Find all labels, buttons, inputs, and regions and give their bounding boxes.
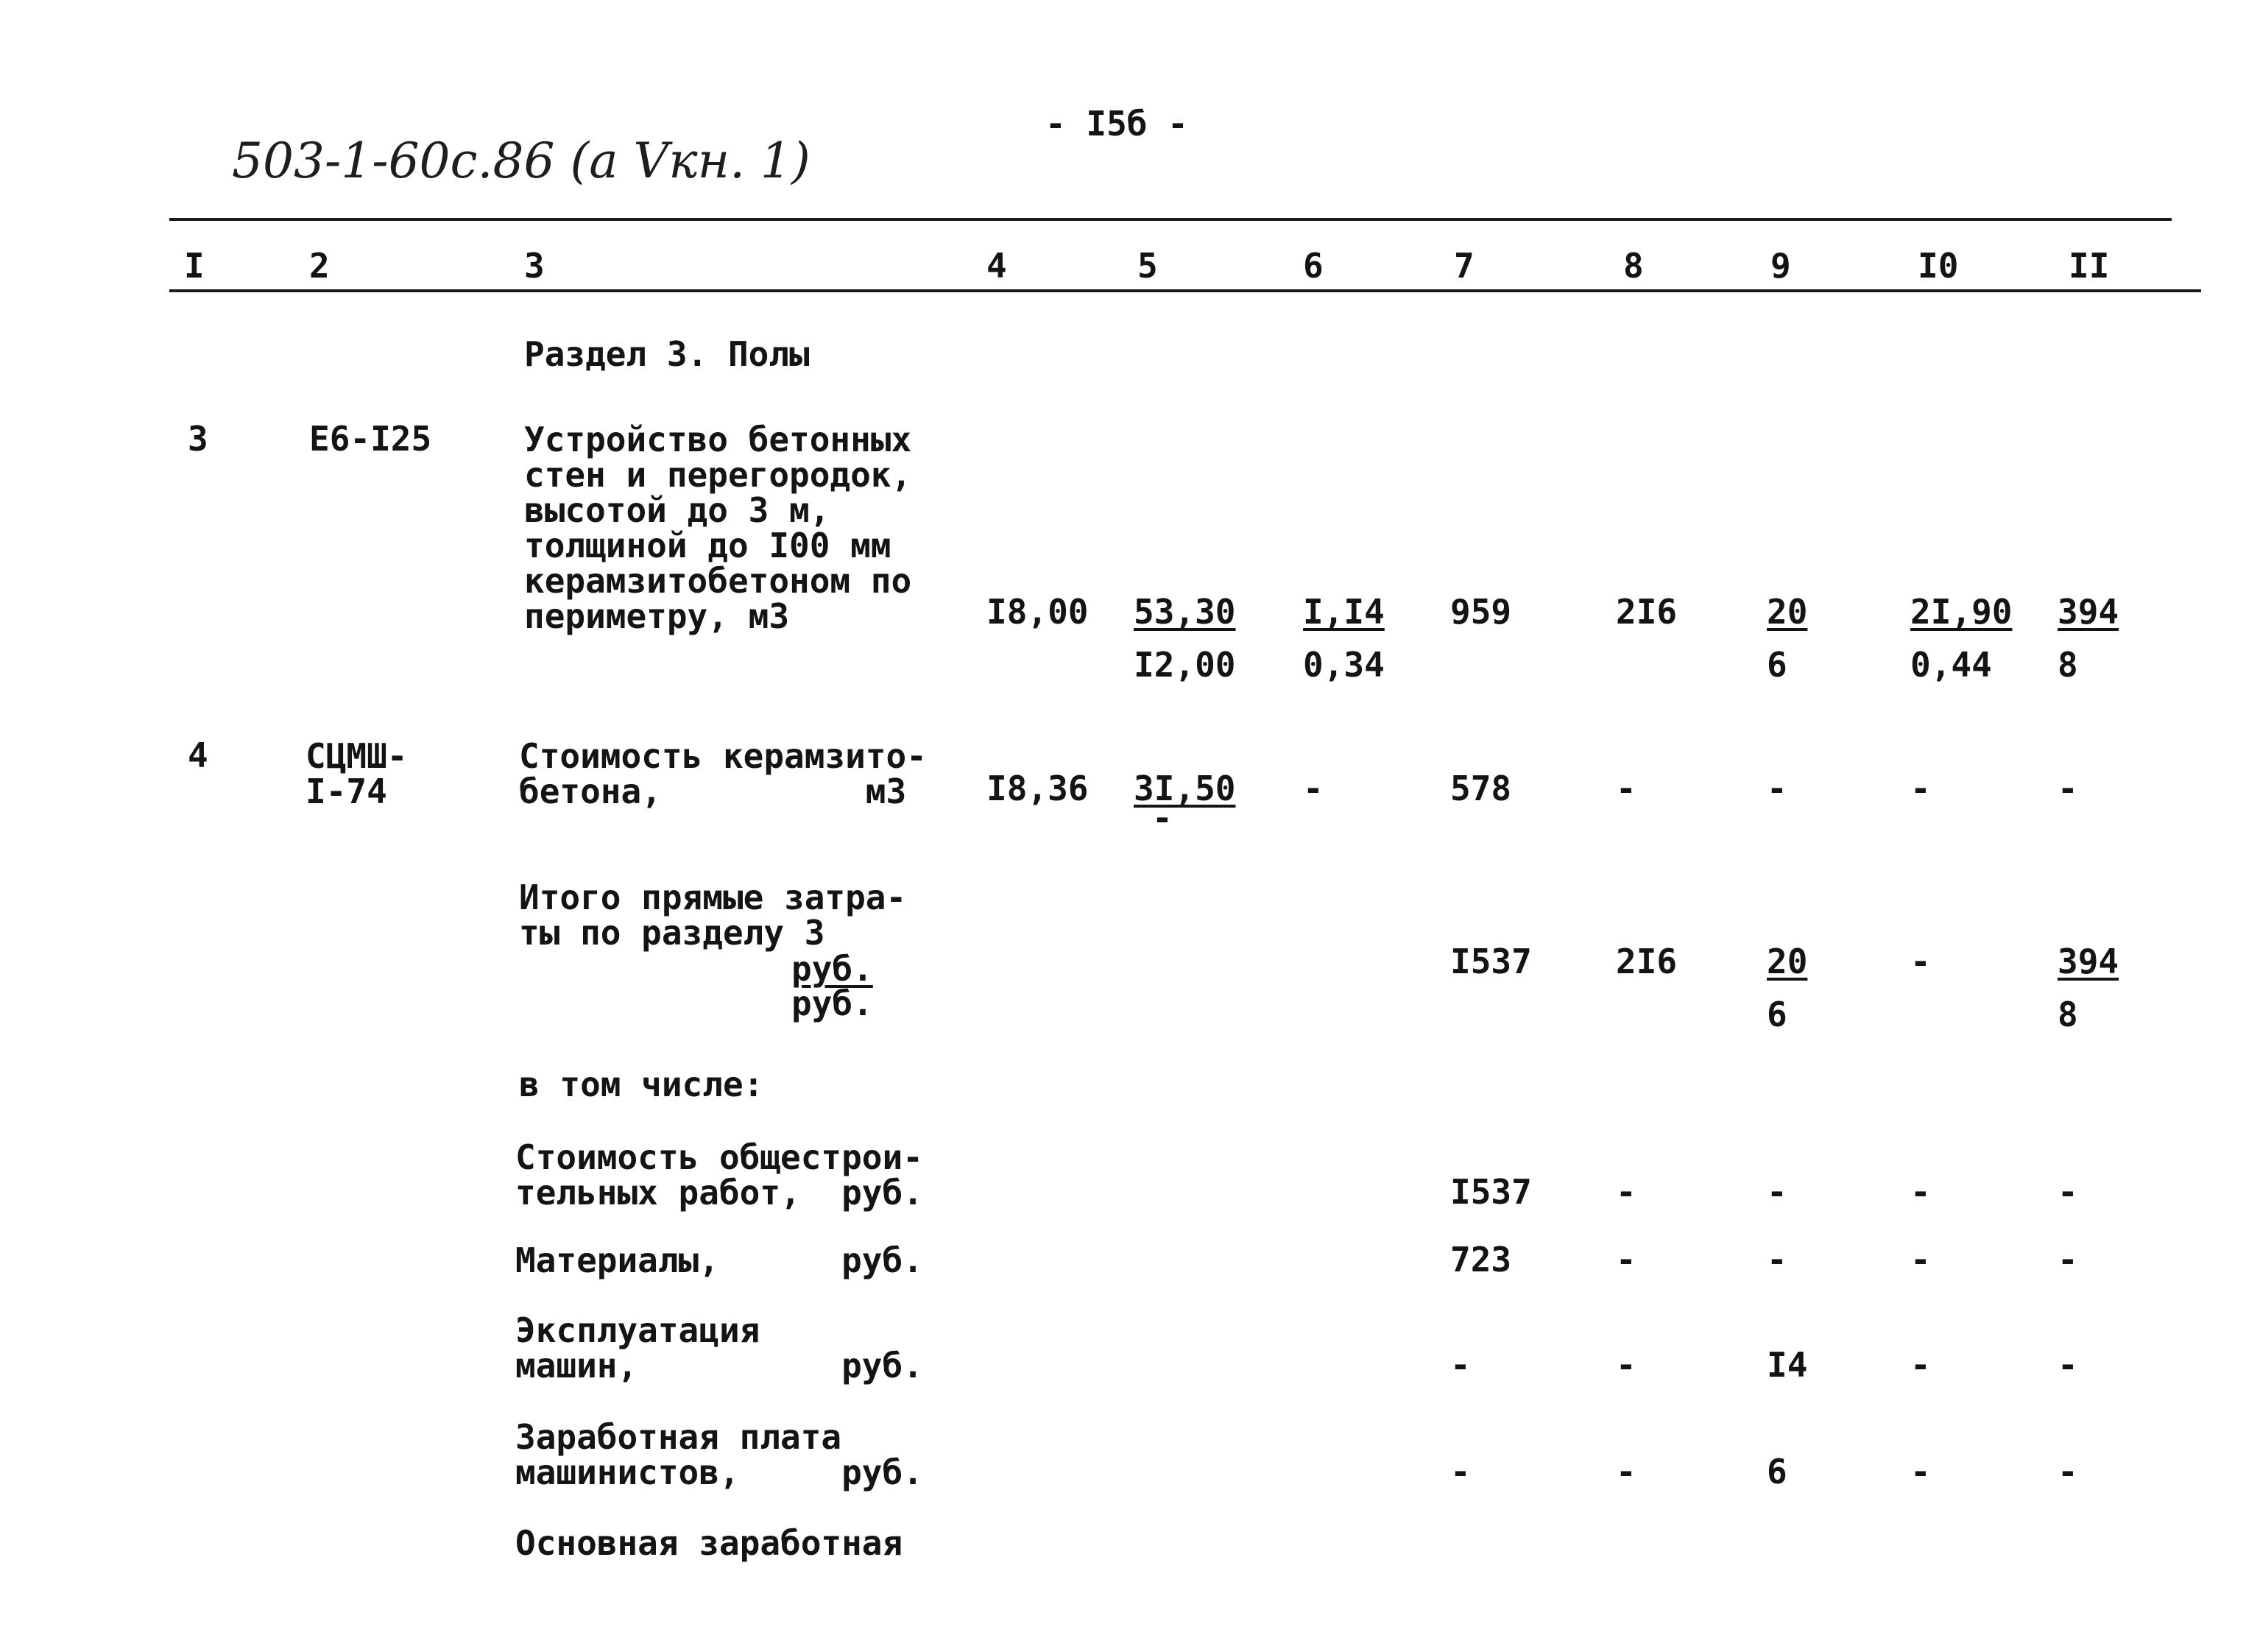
col6-bottom: 0,34 <box>1303 645 1385 685</box>
breakdown-col8: - <box>1616 1240 1636 1279</box>
col11-top: 394 <box>2058 592 2119 632</box>
col11-value: - <box>2058 769 2078 808</box>
col11-bottom: 8 <box>2058 995 2078 1034</box>
col-header-11: II <box>2069 246 2110 286</box>
col8-value: 2I6 <box>1616 942 1678 981</box>
col-header-9: 9 <box>1770 246 1791 286</box>
col11-top: 394 <box>2058 942 2119 981</box>
breakdown-col10: - <box>1910 1452 1931 1492</box>
quantity: I8,36 <box>986 769 1089 808</box>
col8-value: - <box>1616 769 1636 808</box>
breakdown-col10: - <box>1910 1345 1931 1385</box>
breakdown-col9: - <box>1767 1240 1787 1279</box>
top-rule <box>169 218 2172 221</box>
breakdown-col11: - <box>2058 1240 2078 1279</box>
breakdown-col10: - <box>1910 1172 1931 1212</box>
col10-value: - <box>1910 942 1931 981</box>
row-number: 4 <box>188 735 208 775</box>
breakdown-col7: 723 <box>1450 1240 1512 1279</box>
col9-value: - <box>1767 769 1787 808</box>
breakdown-col11: - <box>2058 1172 2078 1212</box>
col-header-2: 2 <box>309 246 330 286</box>
handwritten-reference: 503-1-60c.86 (a Vкн. 1) <box>232 133 811 189</box>
col8-value: 2I6 <box>1616 592 1678 632</box>
total-cost: I537 <box>1450 942 1532 981</box>
col10-value: - <box>1910 769 1931 808</box>
col-header-7: 7 <box>1454 246 1475 286</box>
col10-top: 2I,90 <box>1910 592 2013 632</box>
col-header-5: 5 <box>1137 246 1158 286</box>
breakdown-description: Стоимость общестрои- тельных работ, руб. <box>515 1137 923 1212</box>
breakdown-col10: - <box>1910 1240 1931 1279</box>
col6-value: - <box>1303 769 1324 808</box>
row-code: Е6-I25 <box>309 419 432 459</box>
page-number: - I5б - <box>1045 104 1188 144</box>
row-code: СЦМШ- I-74 <box>306 736 408 811</box>
unit-cost-top: 3I,50 <box>1134 769 1236 808</box>
col11-bottom: 8 <box>2058 645 2078 685</box>
col9-top: 20 <box>1767 592 1808 632</box>
col-header-1: I <box>184 246 205 286</box>
breakdown-col11: - <box>2058 1452 2078 1492</box>
breakdown-col7: - <box>1450 1452 1471 1492</box>
breakdown-description: Заработная плата машинистов, руб. <box>515 1417 923 1492</box>
breakdown-col8: - <box>1616 1452 1636 1492</box>
col9-bottom: 6 <box>1767 995 1787 1034</box>
header-rule <box>169 289 2201 292</box>
row-description: Устройство бетонных стен и перегородок, высотой до 3 м, толщиной до I00 мм керамзитобетоном по периметру, м3 <box>524 420 912 636</box>
breakdown-col9: 6 <box>1767 1452 1787 1492</box>
col9-bottom: 6 <box>1767 645 1787 685</box>
trailing-text: Основная заработная <box>515 1523 903 1563</box>
breakdown-col7: I537 <box>1450 1172 1532 1212</box>
row-number: 3 <box>188 419 208 459</box>
including-label: в том числе: <box>519 1065 764 1104</box>
section-title: Раздел 3. Полы <box>524 334 810 374</box>
col10-bottom: 0,44 <box>1910 645 1992 685</box>
total-description: Итого прямые затра- ты по разделу 3 <box>519 878 907 953</box>
breakdown-col9: - <box>1767 1172 1787 1212</box>
col-header-3: 3 <box>524 246 545 286</box>
col6-top: I,I4 <box>1303 592 1385 632</box>
unit-cost-top: 53,30 <box>1134 592 1236 632</box>
breakdown-description: Материалы, руб. <box>515 1240 923 1280</box>
col-header-8: 8 <box>1623 246 1644 286</box>
total-unit-top: руб. <box>791 949 873 989</box>
breakdown-col8: - <box>1616 1345 1636 1385</box>
unit-cost-bottom: - <box>1152 798 1173 838</box>
total-cost: 578 <box>1450 769 1512 808</box>
breakdown-description: Эксплуатация машин, руб. <box>515 1310 923 1386</box>
total-unit-bottom: руб. <box>791 984 873 1023</box>
col9-top: 20 <box>1767 942 1808 981</box>
total-cost: 959 <box>1450 592 1512 632</box>
col-header-4: 4 <box>986 246 1007 286</box>
row-description: Стоимость керамзито- бетона, м3 <box>519 736 927 811</box>
unit-cost-bottom: I2,00 <box>1134 645 1236 685</box>
breakdown-col8: - <box>1616 1172 1636 1212</box>
breakdown-col9: I4 <box>1767 1345 1808 1385</box>
quantity: I8,00 <box>986 592 1089 632</box>
breakdown-col11: - <box>2058 1345 2078 1385</box>
col-header-6: 6 <box>1303 246 1324 286</box>
breakdown-col7: - <box>1450 1345 1471 1385</box>
col-header-10: I0 <box>1918 246 1959 286</box>
